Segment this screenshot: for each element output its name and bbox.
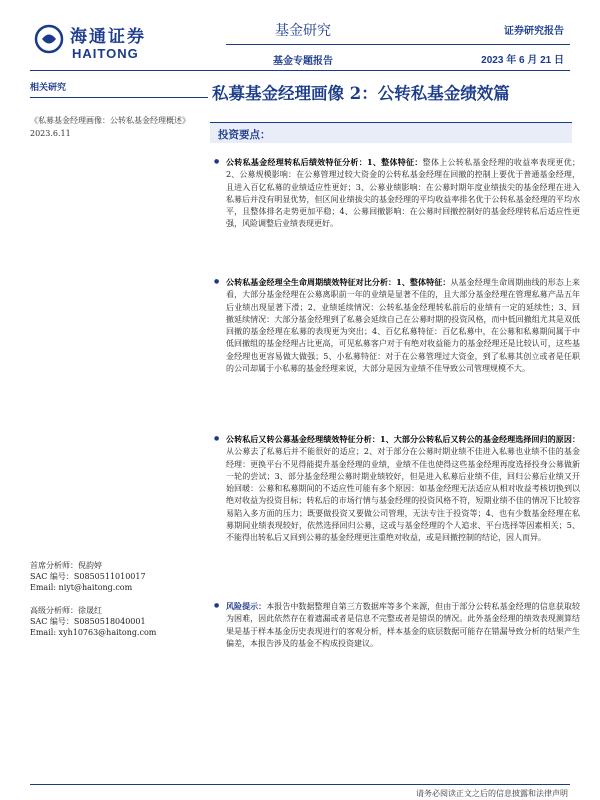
bullet-text: 整体上公转私基金经理的收益率表现更优；2、公募规模影响：在公募管理过较大资金的公转私基金经理在回撤的控制上要优于普通基金经理，且进入百亿私募的业绩适应性更好；3、公募业绩影响：在公募时期年度业绩拔尖的基金经理在进入私募后并没有明显优势，但区间业绩拔尖的基金经理的平均收益率排名优于公转私基金经理的平均水平，且整体排名走势更加平稳；4、公募回撤影响：在公募时回撤控制好的基金经理转私后适应性更强，风险调整后业绩表现更好。 [226,158,580,229]
key-points-label: 投资要点： [218,129,271,141]
subcategory-label: 基金专题报告 [273,56,333,67]
footer-divider [30,784,570,785]
analyst-2-sac: SAC 编号：S0850518040001 [30,617,146,626]
risk-label: 风险提示： [226,601,267,611]
haitong-logo-icon [34,24,64,54]
analyst-2-name: 高级分析师：徐晟红 [30,606,102,615]
analyst-1-sac: SAC 编号：S0850511010017 [30,572,146,581]
bullet-return-to-public [214,433,580,545]
company-logo [34,22,184,66]
bullet-lead: 公转私后又转公募基金经理绩效特征分析：1、大部分公转私后又转公的基金经理选择回归的原因： [226,434,580,444]
bullet-text: 从公募去了私募后并不能很好的适应；2、对于部分在公募时期业绩不佳进入私募也业绩不佳的基金经理：更换平台不见得能提升基金经理的业绩，业绩不佳也使得这些基金经理再度选择投身公募做新一轮的尝试；3、部分基金经理公募时期业绩较好，但是进入私募后业绩不佳，回归公募后业绩又开始回暖：公募和私募期间的不适应性可能有多个原因：如基金经理无法适应从相对收益考核切换到以绝对收益为投资目标；转私后的市场行情与基金经理的投资风格不符，短期业绩不佳的情况下比较容易陷入多方面的压力；既要做投资又要做公司管理，无法专注于投资等；4、也有少数基金经理在私募期间业绩表现较好，依然选择回归公募，这或与基金经理的个人追求、平台选择等因素相关；5、不能得出转私后又回到公募的基金经理更注重绝对收益，或是回撤控制的结论，因人而异。 [226,447,580,543]
category-label: 基金研究 [275,23,331,39]
analyst-1-email: Email: niyt@haitong.com [30,583,133,592]
footer-disclaimer: 请务必阅读正文之后的信息披露和法律声明 [416,789,568,798]
bullet-lifecycle-performance [214,276,580,375]
header-divider-top [226,44,570,45]
report-type: 证券研究报告 [504,26,564,37]
analyst-2-email: Email: xyh10763@haitong.com [30,628,157,637]
page-header [0,0,600,70]
bullet-lead: 公转私基金经理转私后绩效特征分析：1、整体特征： [226,157,423,167]
analyst-info [30,560,208,638]
logo-chinese: 海通证券 [70,27,146,47]
logo-english: HAITONG [72,46,139,61]
analyst-1-name: 首席分析师：倪韵婷 [30,561,102,570]
report-date: 2023 年 6 月 21 日 [481,55,564,66]
key-points-box [210,122,572,143]
bullet-text: 本报告中数据整理自第三方数据库等多个来源，但由于部分公转私基金经理的信息获取较为困难，因此依然存在着遗漏或者是信息不完整或者是错误的情况。此外基金经理的绩效表现测算结果是基于样本基金历史表现进行的客观分析，样本基金的底层数据可能存在错漏导致分析的结果产生偏差，本报告涉及的基金不构成投资建议。 [226,602,580,648]
bullet-lead: 公转私基金经理全生命周期绩效特征对比分析：1、整体特征： [226,277,451,287]
bullet-post-transfer-performance [214,156,580,231]
related-research-item: 《私募基金经理画像：公转私基金经理概述》2023.6.11 [30,116,190,138]
report-title: 私募基金经理画像 2：公转私基金绩效篇 [212,84,510,103]
bullet-risk-warning [214,600,580,650]
related-research-title: 相关研究 [30,80,208,98]
sidebar [30,80,208,140]
bullet-text: 从基金经理生命周期曲线的形态上来看，大部分基金经理在公募离职前一年的业绩是显著不佳的，且大部分基金经理在管理私募产品五年后业绩出现显著下滑；2、业绩延续情况：公转私基金经理转私前后的业绩有一定的延续性；3、回撤延续情况：大部分基金经理到了私募会延续自己在公募时期的投资风格，而中低回撤组尤其是双低回撤的基金经理在私募的表现更为突出；4、百亿私募特征：百亿私募中，在公募和私募期间属于中低回撤组的基金经理占比更高，可见私募客户对于有绝对收益能力的基金经理还是比较认可，这些基金经理也更容易做大做强；5、小私募特征：对于在公募管理过大资金，到了私募其创立或者是任职的公司却属于小私募的基金经理来说，大部分是因为业绩不佳导致公司管理规模不大。 [226,278,580,374]
header-divider-bottom [30,70,570,71]
